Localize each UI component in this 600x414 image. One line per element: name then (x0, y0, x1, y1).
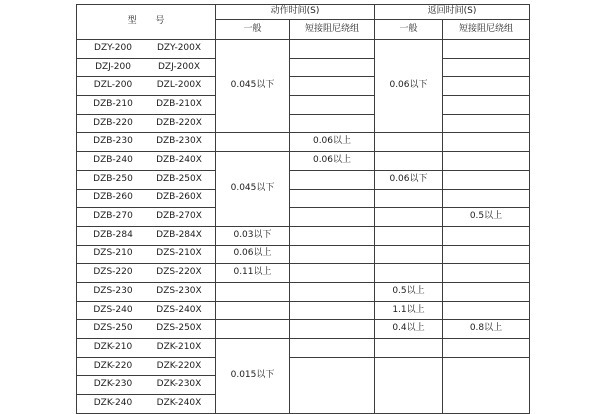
table-row (77, 357, 530, 376)
model-number: DZB-250X (156, 173, 202, 184)
cell-return_general: 0.06以下 (375, 40, 443, 133)
model-number: DZS-230X (156, 285, 202, 296)
model-pair (77, 324, 215, 334)
model-cell (77, 226, 216, 245)
header-action-damping: 短接阻尼绕组 (290, 20, 375, 40)
cell-return_general (375, 208, 443, 227)
cell-return_damping (443, 301, 530, 320)
model-pair (77, 249, 215, 259)
model-number: DZB-284 (93, 229, 133, 240)
cell-action_damping (290, 96, 375, 115)
cell-return_damping (443, 77, 530, 96)
model-cell (77, 245, 216, 264)
cell-return_damping (443, 226, 530, 245)
model-number: DZB-220X (156, 117, 202, 128)
header-action-general: 一般 (216, 20, 290, 40)
cell-action_damping (290, 226, 375, 245)
model-number: DZK-210X (156, 341, 202, 352)
model-cell (77, 170, 216, 189)
model-number: DZB-284X (156, 229, 202, 240)
cell-return_damping: 0.8以上 (443, 320, 530, 339)
table-row (77, 226, 530, 245)
cell-return_general (375, 189, 443, 208)
model-pair (77, 63, 215, 73)
cell-return_damping (443, 357, 530, 413)
model-number: DZJ-200X (157, 61, 201, 72)
cell-action_general (216, 301, 290, 320)
model-number: DZB-210 (93, 98, 133, 109)
model-cell (77, 152, 216, 171)
table-row (77, 339, 530, 358)
model-pair (77, 380, 215, 390)
model-number: DZB-260X (156, 192, 202, 203)
model-number: DZL-200X (156, 80, 202, 91)
cell-action_damping: 0.06以上 (290, 133, 375, 152)
model-number: DZK-220X (156, 360, 202, 371)
cell-action_damping (290, 114, 375, 133)
cell-return_general (375, 339, 443, 358)
model-number: DZK-220 (93, 360, 133, 371)
model-number: DZB-270X (156, 211, 202, 222)
cell-return_general: 0.5以上 (375, 282, 443, 301)
model-cell (77, 339, 216, 358)
model-number: DZB-240X (156, 155, 202, 166)
model-pair (77, 193, 215, 203)
model-cell (77, 40, 216, 59)
model-cell (77, 301, 216, 320)
cell-action_general: 0.045以下 (216, 40, 290, 133)
header-return-damping: 短接阻尼绕组 (443, 20, 530, 40)
model-number: DZS-210 (93, 248, 133, 259)
model-pair (77, 343, 215, 353)
table-row (77, 77, 530, 96)
cell-action_general: 0.03以下 (216, 226, 290, 245)
model-number: DZB-230 (93, 136, 133, 147)
cell-action_damping (290, 357, 375, 413)
model-number: DZS-220X (156, 267, 202, 278)
table-row (77, 114, 530, 133)
cell-return_damping (443, 170, 530, 189)
model-cell (77, 282, 216, 301)
table-row (77, 189, 530, 208)
table-row (77, 40, 530, 59)
model-cell (77, 357, 216, 376)
model-cell (77, 320, 216, 339)
model-pair (77, 268, 215, 278)
model-number: DZS-250 (93, 323, 133, 334)
cell-action_damping (290, 189, 375, 208)
model-cell (77, 96, 216, 115)
table-row (77, 208, 530, 227)
cell-action_general (216, 320, 290, 339)
cell-action_general (216, 282, 290, 301)
cell-action_damping (290, 301, 375, 320)
cell-return_damping (443, 189, 530, 208)
cell-return_general (375, 152, 443, 171)
cell-action_general (216, 133, 290, 152)
model-pair (77, 175, 215, 185)
relay-spec-table (76, 4, 530, 414)
model-number: DZS-230 (93, 285, 133, 296)
model-pair (77, 156, 215, 166)
table-row (77, 133, 530, 152)
cell-return_damping (443, 96, 530, 115)
cell-return_damping (443, 40, 530, 59)
cell-action_damping (290, 58, 375, 77)
header-return-time: 返回时间(S) (375, 5, 530, 20)
cell-return_general: 1.1以上 (375, 301, 443, 320)
table-row (77, 301, 530, 320)
model-cell (77, 395, 216, 414)
cell-action_damping (290, 264, 375, 283)
cell-action_damping (290, 320, 375, 339)
model-pair (77, 399, 215, 409)
cell-action_damping (290, 282, 375, 301)
cell-action_damping (290, 339, 375, 358)
model-cell (77, 189, 216, 208)
table-row (77, 96, 530, 115)
model-number: DZK-240X (156, 397, 202, 408)
model-number: DZL-200 (93, 80, 133, 91)
table-row (77, 152, 530, 171)
cell-action_general: 0.045以下 (216, 152, 290, 227)
model-cell (77, 133, 216, 152)
cell-return_damping (443, 152, 530, 171)
cell-action_general: 0.11以上 (216, 264, 290, 283)
cell-action_damping (290, 245, 375, 264)
model-number: DZB-270 (93, 211, 133, 222)
model-pair (77, 362, 215, 372)
model-number: DZK-210 (93, 341, 133, 352)
cell-return_damping (443, 245, 530, 264)
model-number: DZS-250X (156, 323, 202, 334)
model-number: DZK-230 (93, 379, 133, 390)
model-cell (77, 264, 216, 283)
model-number: DZS-210X (156, 248, 202, 259)
cell-action_damping (290, 40, 375, 59)
cell-action_general: 0.06以上 (216, 245, 290, 264)
model-pair (77, 137, 215, 147)
table-body (77, 40, 530, 414)
header-return-general: 一般 (375, 20, 443, 40)
model-pair (77, 306, 215, 316)
model-number: DZS-240 (93, 304, 133, 315)
header-model: 型 号 (77, 5, 216, 40)
model-number: DZB-230X (156, 136, 202, 147)
model-cell (77, 77, 216, 96)
cell-return_general (375, 226, 443, 245)
table-row (77, 58, 530, 77)
model-number: DZY-200 (94, 42, 132, 53)
model-cell (77, 114, 216, 133)
table-row (77, 282, 530, 301)
cell-return_damping: 0.5以上 (443, 208, 530, 227)
model-number: DZB-210X (156, 98, 202, 109)
table-row (77, 320, 530, 339)
cell-return_general (375, 264, 443, 283)
table-row (77, 245, 530, 264)
cell-action_damping (290, 170, 375, 189)
model-pair (77, 44, 215, 54)
model-number: DZS-220 (93, 267, 133, 278)
model-number: DZS-240X (156, 304, 202, 315)
table-row (77, 170, 530, 189)
model-number: DZB-220 (93, 117, 133, 128)
model-number: DZB-250 (93, 173, 133, 184)
model-number: DZB-240 (93, 155, 133, 166)
cell-return_general (375, 245, 443, 264)
cell-return_general (375, 133, 443, 152)
model-cell (77, 208, 216, 227)
model-pair (77, 81, 215, 91)
cell-action_damping (290, 77, 375, 96)
cell-action_damping (290, 208, 375, 227)
cell-return_damping (443, 58, 530, 77)
model-pair (77, 100, 215, 110)
model-cell (77, 58, 216, 77)
model-cell (77, 376, 216, 395)
cell-return_damping (443, 282, 530, 301)
cell-return_damping (443, 133, 530, 152)
model-pair (77, 119, 215, 129)
model-pair (77, 231, 215, 241)
table-header (77, 5, 530, 40)
model-number: DZB-260 (93, 192, 133, 203)
cell-action_general: 0.015以下 (216, 339, 290, 414)
header-action-time: 动作时间(S) (216, 5, 375, 20)
cell-return_damping (443, 114, 530, 133)
model-pair (77, 212, 215, 222)
model-number: DZJ-200 (95, 61, 131, 72)
cell-return_damping (443, 264, 530, 283)
cell-return_general: 0.06以下 (375, 170, 443, 189)
cell-return_general (375, 357, 443, 413)
model-number: DZY-200X (156, 42, 202, 53)
cell-return_damping (443, 339, 530, 358)
cell-return_general: 0.4以上 (375, 320, 443, 339)
model-number: DZK-240 (93, 397, 133, 408)
cell-action_damping: 0.06以上 (290, 152, 375, 171)
model-number: DZK-230X (156, 379, 202, 390)
model-pair (77, 287, 215, 297)
table-row (77, 264, 530, 283)
